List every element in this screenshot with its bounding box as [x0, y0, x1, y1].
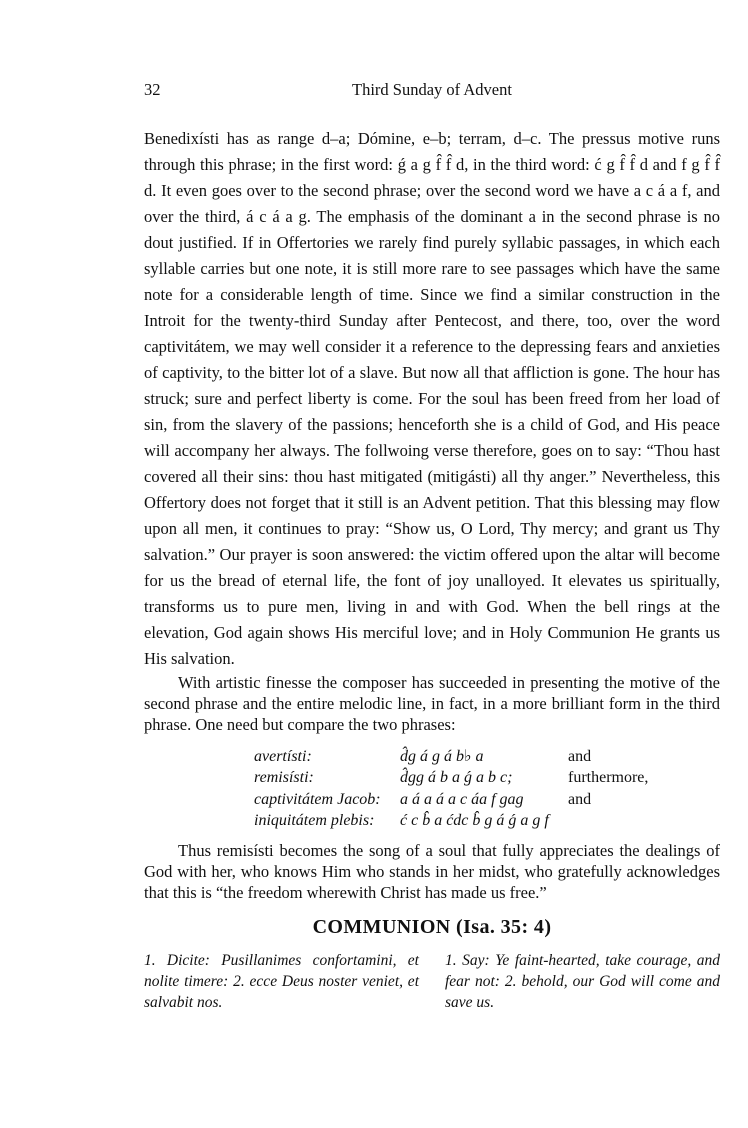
- example-row: [254, 810, 720, 832]
- example-notes: ć c b̂ a ćdc b̂ g á ǵ a g f: [400, 812, 549, 830]
- section-reference: (Isa. 35: 4): [456, 916, 552, 939]
- communion-latin: [144, 950, 419, 1013]
- example-word: avertísti:: [254, 747, 312, 765]
- example-notes: d̂gg á b a ǵ a b c;: [400, 769, 513, 787]
- page-body: [144, 126, 720, 1013]
- melody-examples: [254, 746, 720, 832]
- section-title: COMMUNION: [312, 916, 451, 939]
- example-notes: a á a á a c áa f gag: [400, 790, 524, 808]
- communion-english: [445, 950, 720, 1013]
- example-word: remisísti:: [254, 769, 314, 787]
- communion-text: [144, 950, 720, 1013]
- example-row: [254, 746, 720, 768]
- running-title: Third Sunday of Advent: [352, 80, 512, 99]
- english-text: 1. Say: Ye faint-hearted, take courage, and fear not: 2. behold, our God will come and save us.: [445, 952, 720, 1012]
- example-row: [254, 767, 720, 789]
- example-tail: furthermore,: [568, 769, 649, 787]
- example-tail: and: [568, 790, 592, 808]
- example-tail: and: [568, 747, 592, 765]
- example-notes: d̂g á g á b♭ a: [400, 747, 484, 765]
- paragraph-conclusion: Thus remisísti becomes the song of a soul that fully appreciates the dealings of God with her, who knows Him who stands in her midst, who gratefully acknowledges that this is “the freedom wherewith Christ has made us free.”: [144, 840, 720, 903]
- example-word: iniquitátem plebis:: [254, 812, 375, 830]
- page-number: 32: [144, 80, 161, 99]
- page-header: [144, 80, 720, 104]
- paragraph-comparison-intro: With artistic finesse the composer has succeeded in presenting the motive of the second phrase and the entire melodic line, in fact, in a more brilliant form in the third phrase. One need but compare the two phrases:: [144, 673, 720, 735]
- latin-text: 1. Dicite: Pusillanimes confortamini, et nolite timere: 2. ecce Deus noster veniet, et salvabit nos.: [144, 952, 419, 1012]
- paragraph-analysis: Benedixísti has as range d–a; Dómine, e–b; terram, d–c. The pressus motive runs through this phrase; in the first word: ǵ a g f̂ f̂ d, in the third word: ć g f̂ f̂ d and f g f̂ f̂ d. It even goes over to the second phrase; over the second word we have a c á a f, and over the third, á c á a g. The emphasis of the dominant a in the second phrase is no dout justified. If in Offertories we rarely find purely syllabic passages, in which each syllable carries but one note, it is still more rare to see passages which have the same note for a considerable length of time. Since we find a similar construction in the Introit for the twenty-third Sunday after Pentecost, and there, too, over the word captivitátem, we may well consider it a reference to the depressing fears and anxieties of captivity, to the bitter lot of a slave. But now all that affliction is gone. The hour has struck; sure and perfect liberty is come. For the soul has been freed from her load of sin, from the slavery of the passions; henceforth she is a child of God, and His peace will accompany her always. The follwoing verse therefore, goes on to say: “Thou hast covered all their sins: thou hast mitigated (mitigásti) all thy anger.” Nevertheless, this Offertory does not forget that it still is an Advent petition. That this blessing may flow upon all men, it continues to pray: “Show us, O Lord, Thy mercy; and grant us Thy salvation.” Our prayer is soon answered: the victim offered upon the altar will become for us the bread of eternal life, the font of joy unalloyed. It elevates us spiritually, transforms us to pure men, living in and with God. When the bell rings at the elevation, God again shows His merciful love; and in Holy Communion He grants us His salvation.: [144, 129, 720, 668]
- section-heading: [144, 917, 720, 938]
- example-word: captivitátem Jacob:: [254, 790, 381, 808]
- example-row: [254, 789, 720, 811]
